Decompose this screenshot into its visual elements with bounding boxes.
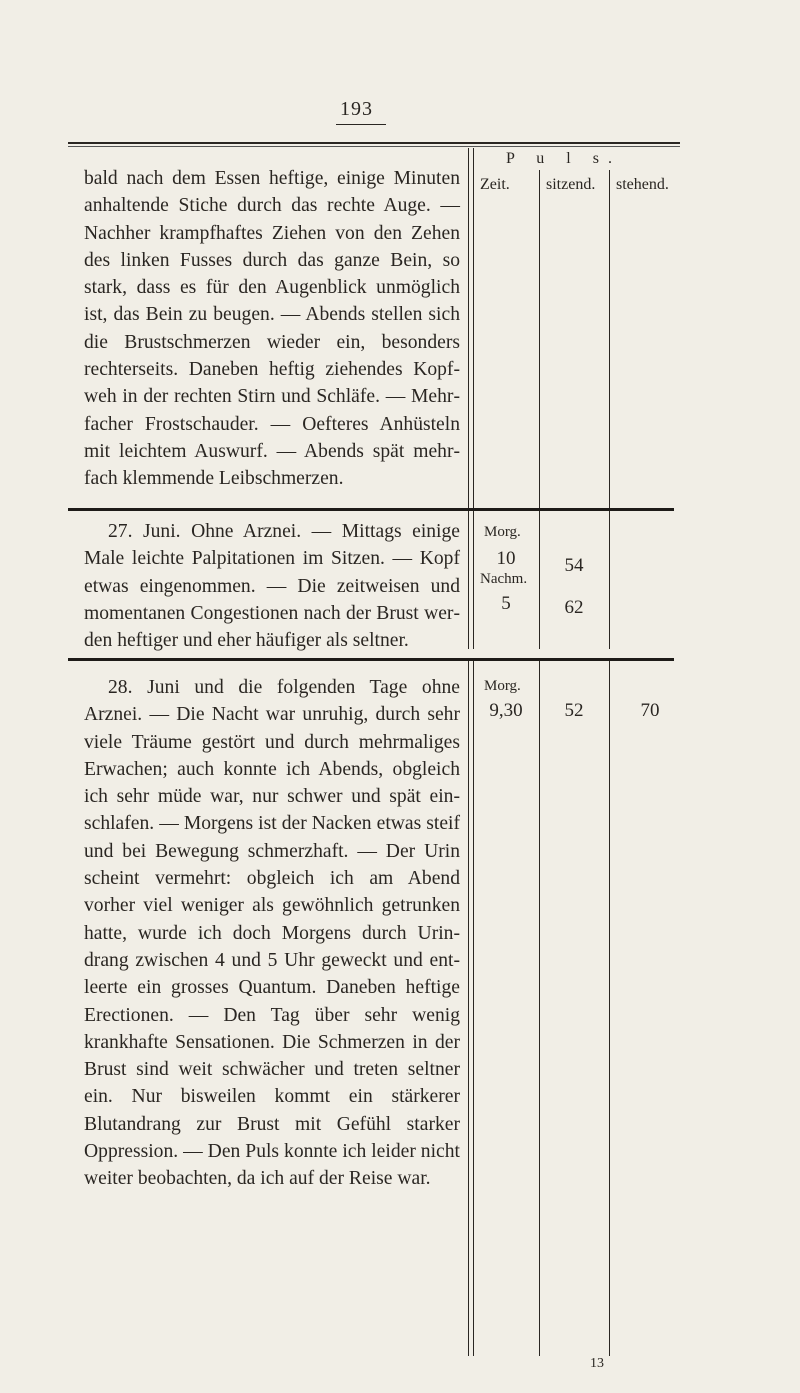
entry-2-row-2-sitzend: 62 (564, 597, 584, 618)
column-divider-text-3 (468, 661, 474, 1356)
column-divider-zeit-2 (539, 511, 540, 649)
stehend-header: stehend. (616, 176, 669, 193)
entry-2-text: 27. Juni. Ohne Arznei. — Mittags einige Male leichte Palpitationen im Sitzen. — Kopf etwas eingenommen. — Die zeitweisen und momentanen Congestionen nach der Brust werden heftiger und eher häufiger als seltner. (84, 521, 460, 652)
entry-2-row-1-zeit: 10 (496, 548, 516, 569)
sitzend-header: sitzend. (546, 176, 596, 193)
entry-3-row-1-sitzend: 52 (564, 700, 584, 721)
signature-mark: 13 (590, 1356, 604, 1371)
column-divider-sitzend-2 (609, 511, 610, 649)
column-divider-zeit (539, 170, 540, 508)
page-number: 193 (340, 98, 373, 120)
page-number-rule (336, 124, 386, 125)
entry-2-row-2-label: Nachm. (480, 571, 528, 587)
entry-1-text: bald nach dem Essen heftige, einige Minuten anhaltende Stiche durch das rechte Auge. — Nachher krampfhaftes Ziehen von den Zehen des linken Fusses durch das ganze Bein, so stark, dass es für den Augenblick unmöglich ist, das Bein zu beugen. — Abends stellen sich die Brustschmerzen wieder ein, besonders rechterseits. Daneben heftig ziehendes Kopfweh in der rechten Stirn und Schläfe. — Mehrfacher Frostschauder. — Oefteres Anhüsteln mit leichtem Auswurf. — Abends spät mehrfach klemmende Leibschmerzen. (84, 168, 460, 490)
entry-3-row-1-label: Morg. (484, 678, 521, 694)
zeit-header: Zeit. (480, 176, 510, 193)
entry-2-row-1-label: Morg. (484, 524, 521, 540)
entry-2-row-2-zeit: 5 (501, 593, 511, 614)
column-divider-text (468, 148, 474, 508)
entry-2-row-1-sitzend: 54 (564, 555, 584, 576)
table-top-rule (68, 142, 680, 144)
column-divider-sitzend-3 (609, 661, 610, 1356)
column-divider-sitzend (609, 170, 610, 508)
table-top-rule-thin (68, 146, 680, 147)
column-divider-text-2 (468, 511, 474, 649)
puls-header: P u l s. (506, 150, 621, 167)
entry-separator-2 (68, 658, 674, 661)
entry-3-row-1-stehend: 70 (640, 700, 660, 721)
entry-separator-1 (68, 508, 674, 511)
entry-3-text: 28. Juni und die folgenden Tage ohne Arznei. — Die Nacht war unruhig, durch sehr viele Träume gestört und durch mehrmaliges Erwachen; auch konnte ich Abends, obgleich ich sehr müde war, nur schwer und spät einschlafen. — Morgens ist der Nacken etwas steif und bei Bewegung schmerzhaft. — Der Urin scheint vermehrt: obgleich ich am Abend vorher viel weniger als gewöhnlich getrunken hatte, wurde ich doch Morgens durch Urindrang zwischen 4 und 5 Uhr geweckt und entleerte ein grosses Quantum. Daneben heftige Erectionen. — Den Tag über sehr wenig krankhafte Sensationen. Die Schmerzen in der Brust sind weit schwächer und treten seltner ein. Nur bisweilen kommt ein stärkerer Blutandrang zur Brust mit Gefühl starker Oppression. — Den Puls konnte ich leider nicht weiter beobachten, da ich auf der Reise war. (84, 677, 460, 1190)
entry-3-row-1-zeit: 9,30 (489, 700, 523, 721)
column-divider-zeit-3 (539, 661, 540, 1356)
